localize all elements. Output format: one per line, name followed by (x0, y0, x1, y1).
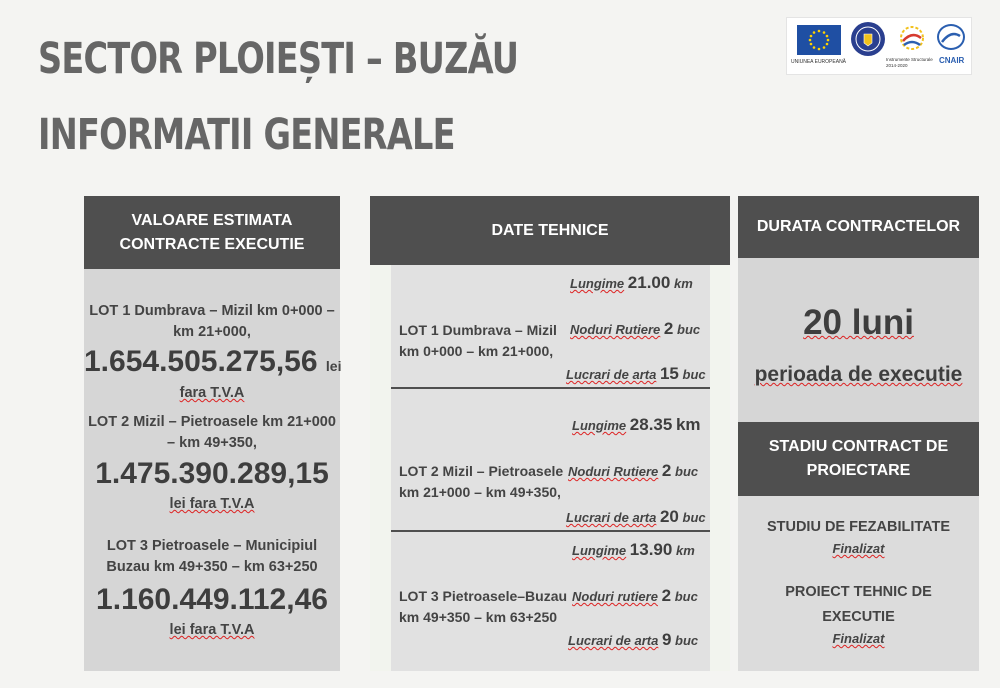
stadiu-item1-title: STUDIU DE FEZABILITATE (766, 519, 951, 535)
tehnice-lot2-lucrari (566, 507, 706, 527)
logo-strip (786, 17, 972, 75)
tehnice-lot3-lungime (572, 540, 695, 560)
tehnice-lot1-lucrari-value: 15 (659, 364, 679, 383)
durata-subtitle (738, 363, 979, 387)
valoare-header (84, 196, 340, 269)
valoare-lot3-desc-line2: Buzau km 49+350 – km 63+250 (106, 559, 318, 575)
stadiu-item2-title (738, 581, 979, 628)
durata-value-text: 20 luni (803, 303, 914, 342)
stadiu-item1-status-text: Finalizat (832, 541, 885, 556)
valoare-lot3-amount: 1.160.449.112,46 (96, 583, 328, 616)
eu-flag-icon (797, 25, 841, 55)
valoare-lot3-desc (84, 536, 340, 578)
valoare-header-line1: VALOARE ESTIMATA (131, 211, 293, 229)
tehnice-lot3-noduri (572, 586, 698, 606)
tehnice-lot2-noduri-unit: buc (675, 464, 699, 479)
durata-header: DURATA CONTRACTELOR (738, 196, 979, 258)
tehnice-lot2-noduri-label: Noduri Rutiere (568, 464, 659, 479)
structural-instruments-text (886, 57, 933, 69)
valoare-lot1-suffix-text: fara T.V.A (179, 385, 245, 401)
tehnice-lot3-name (399, 586, 569, 628)
tehnice-lot3-lucrari-label: Lucrari de arta (568, 633, 659, 648)
structural-instruments-text-line1: Instrumente Structurale (886, 57, 933, 62)
tehnice-divider (391, 530, 710, 532)
valoare-lot1-desc-line1: LOT 1 Dumbrava – Mizil km 0+000 – (89, 303, 335, 319)
valoare-lot1-suffix (84, 383, 340, 404)
tehnice-lot3-name-line2: km 49+350 – km 63+250 (399, 609, 558, 625)
tehnice-lot2-name-line2: km 21+000 – km 49+350, (399, 484, 561, 500)
tehnice-lot1-noduri-label: Noduri Rutiere (570, 322, 661, 337)
tehnice-lot2-lungime (572, 415, 701, 435)
valoare-panel (84, 269, 340, 671)
tehnice-lot1-name (399, 320, 569, 362)
tehnice-lot1-lucrari (566, 364, 706, 384)
valoare-lot3-desc-line1: LOT 3 Pietroasele – Municipiul (106, 538, 318, 554)
tehnice-lot2-lucrari-label: Lucrari de arta (566, 510, 657, 525)
stadiu-item2-status-text: Finalizat (832, 631, 885, 646)
stadiu-item2-status (738, 631, 979, 646)
valoare-lot1-amount-row (84, 345, 340, 379)
tehnice-lot1-name-line1: LOT 1 Dumbrava – Mizil (399, 322, 557, 338)
valoare-lot2-desc-line2: – km 49+350, (167, 435, 257, 451)
tehnice-lot3-lungime-unit: km (675, 543, 695, 558)
cnair-logo-text: CNAIR (939, 56, 965, 65)
valoare-lot2-suffix-text: lei fara T.V.A (169, 496, 255, 512)
stadiu-header-line2: PROIECTARE (806, 462, 911, 479)
tehnice-lot2-lucrari-value: 20 (659, 507, 679, 526)
valoare-lot2-desc (84, 412, 340, 454)
durata-subtitle-text: perioada de executie (754, 363, 963, 386)
stadiu-header (738, 422, 979, 496)
tehnice-lot1-noduri-unit: buc (677, 322, 701, 337)
page-title-line2: INFORMATII GENERALE (38, 110, 455, 160)
tehnice-lot2-lungime-label: Lungime (572, 418, 627, 433)
tehnice-lot2-lungime-value: 28.35 (629, 415, 673, 434)
stadiu-item2-title-line1: PROIECT TEHNIC DE (785, 584, 932, 600)
tehnice-lot2-noduri (568, 461, 698, 481)
structural-instruments-logo-icon (897, 23, 927, 53)
tehnice-lot2-name-line1: LOT 2 Mizil – Pietroasele (399, 463, 564, 479)
tehnice-lot3-name-line1: LOT 3 Pietroasele–Buzau (399, 588, 568, 604)
tehnice-lot3-lucrari (568, 630, 698, 650)
tehnice-lot1-noduri (570, 319, 700, 339)
tehnice-lot1-lucrari-unit: buc (682, 367, 706, 382)
tehnice-lot3-noduri-value: 2 (661, 586, 672, 605)
structural-instruments-text-line2: 2014-2020 (886, 63, 908, 68)
valoare-lot3-suffix (84, 620, 340, 641)
tehnice-lot1-lungime-unit: km (673, 276, 693, 291)
valoare-lot1-amount: 1.654.505.275,56 (84, 345, 318, 378)
valoare-lot2-desc-line1: LOT 2 Mizil – Pietroasele km 21+000 (88, 414, 336, 430)
valoare-lot1-desc-line2: km 21+000, (173, 324, 251, 340)
tehnice-lot2-lungime-unit: km (675, 415, 701, 434)
tehnice-lot1-name-line2: km 0+000 – km 21+000, (399, 343, 554, 359)
tehnice-divider (391, 387, 710, 389)
stadiu-header-line1: STADIU CONTRACT DE (768, 438, 949, 455)
cnair-logo-icon (937, 24, 965, 50)
valoare-header-line2: CONTRACTE EXECUTIE (119, 235, 305, 253)
tehnice-lot3-noduri-unit: buc (674, 589, 698, 604)
valoare-lot1-desc (84, 301, 340, 343)
durata-value (738, 303, 979, 343)
tehnice-lot1-noduri-value: 2 (663, 319, 674, 338)
valoare-lot3-suffix-text: lei fara T.V.A (169, 622, 255, 638)
valoare-lot2-suffix (84, 494, 340, 515)
tehnice-lot3-lucrari-unit: buc (675, 633, 699, 648)
valoare-lot2-amount: 1.475.390.289,15 (95, 457, 329, 490)
stadiu-item2-title-line2: EXECUTIE (822, 609, 895, 625)
tehnice-lot1-lucrari-label: Lucrari de arta (566, 367, 657, 382)
page-title-line1: SECTOR PLOIEȘTI – BUZĂU (38, 34, 519, 84)
valoare-lot1-suffix-inline: lei (325, 358, 342, 374)
stadiu-item1-status (738, 541, 979, 556)
tehnice-lot1-lungime-label: Lungime (570, 276, 625, 291)
tehnice-lot2-name (399, 461, 569, 503)
tehnice-lot1-lungime (570, 273, 693, 293)
tehnice-lot1-lungime-value: 21.00 (627, 273, 671, 292)
tehnice-lot2-lucrari-unit: buc (682, 510, 706, 525)
tehnice-lot3-lucrari-value: 9 (661, 630, 672, 649)
tehnice-lot3-noduri-label: Noduri rutiere (572, 589, 658, 604)
tehnice-header: DATE TEHNICE (370, 196, 730, 265)
tehnice-lot2-noduri-value: 2 (661, 461, 672, 480)
romania-government-logo-icon (851, 22, 885, 56)
eu-logo-text: UNIUNEA EUROPEANĂ (791, 59, 847, 65)
tehnice-lot3-lungime-value: 13.90 (629, 540, 673, 559)
tehnice-lot3-lungime-label: Lungime (572, 543, 627, 558)
